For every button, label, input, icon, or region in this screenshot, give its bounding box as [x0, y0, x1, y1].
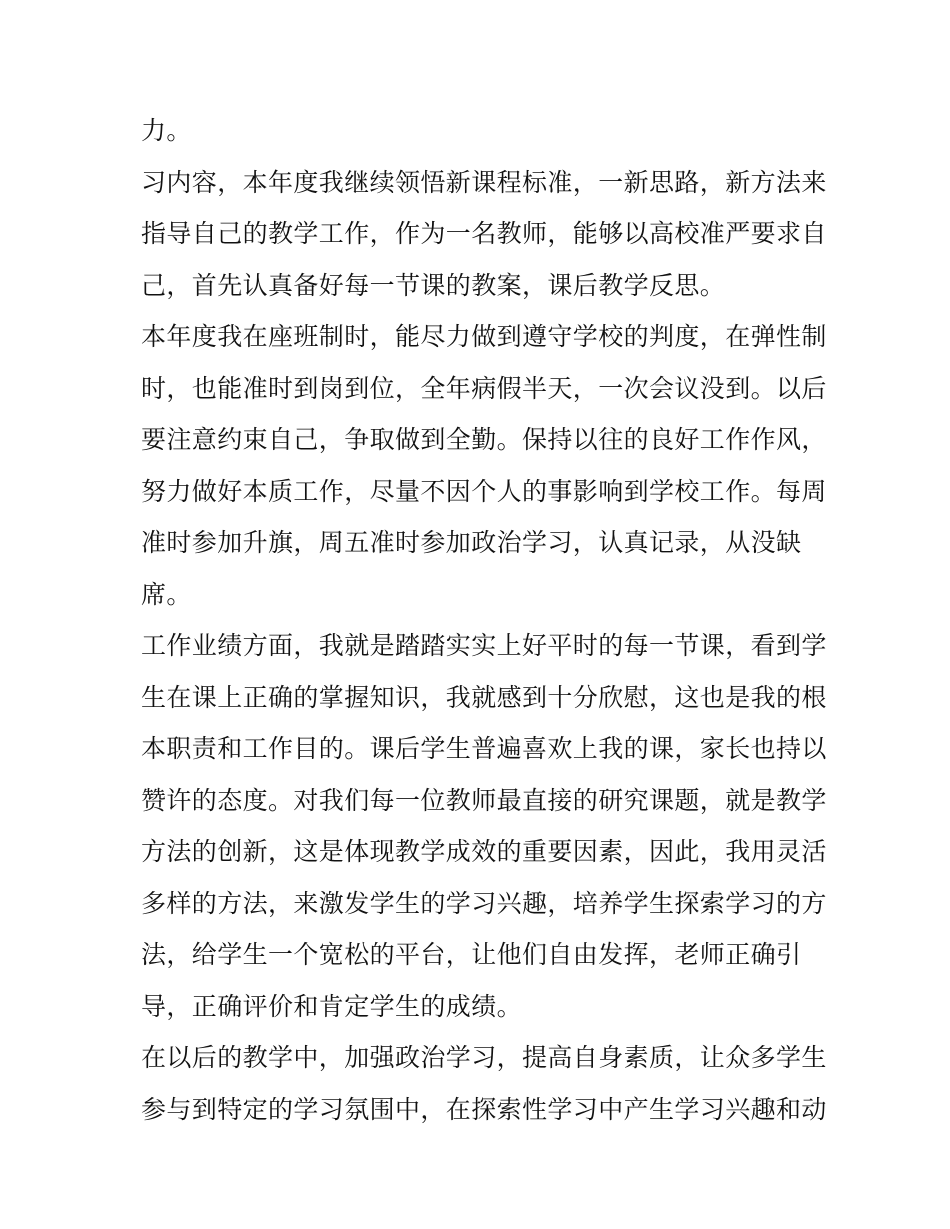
text-line: 方法的创新，这是体现教学成效的重要因素，因此，我用灵活	[141, 837, 827, 866]
text-line: 法，给学生一个宽松的平台，让他们自由发挥，老师正确引	[141, 940, 802, 969]
text-line: 力。	[141, 116, 192, 145]
text-line: 赞许的态度。对我们每一位教师最直接的研究课题，就是教学	[141, 785, 827, 815]
text-line: 准时参加升旗，周五准时参加政治学习，认真记录，从没缺	[141, 528, 802, 557]
text-line: 参与到特定的学习氛围中，在探索性学习中产生学习兴趣和动	[141, 1094, 827, 1124]
text-line: 习内容，本年度我继续领悟新课程标准，一新思路，新方法来	[141, 167, 827, 197]
text-line: 己，首先认真备好每一节课的教案，课后教学反思。	[141, 270, 726, 300]
document-body	[141, 105, 831, 1135]
text-line: 生在课上正确的掌握知识，我就感到十分欣慰，这也是我的根	[141, 682, 827, 712]
text-line: 要注意约束自己，争取做到全勤。保持以往的良好工作作风，	[141, 425, 827, 454]
text-line: 本职责和工作目的。课后学生普遍喜欢上我的课，家长也持以	[141, 734, 827, 763]
text-line: 本年度我在座班制时，能尽力做到遵守学校的判度，在弹性制	[141, 322, 827, 351]
text-line: 导，正确评价和肯定学生的成绩。	[141, 991, 523, 1021]
text-line: 时，也能准时到岗到位，全年病假半天，一次会议没到。以后	[141, 373, 827, 403]
text-line: 努力做好本质工作，尽量不因个人的事影响到学校工作。每周	[141, 476, 827, 506]
text-line: 指导自己的教学工作，作为一名教师，能够以高校准严要求自	[141, 219, 827, 248]
text-line: 多样的方法，来激发学生的学习兴趣，培养学生探索学习的方	[141, 888, 827, 918]
text-line: 在以后的教学中，加强政治学习，提高自身素质，让众多学生	[141, 1043, 827, 1072]
text-line: 席。	[141, 579, 192, 609]
text-line: 工作业绩方面，我就是踏踏实实上好平时的每一节课，看到学	[141, 631, 827, 660]
